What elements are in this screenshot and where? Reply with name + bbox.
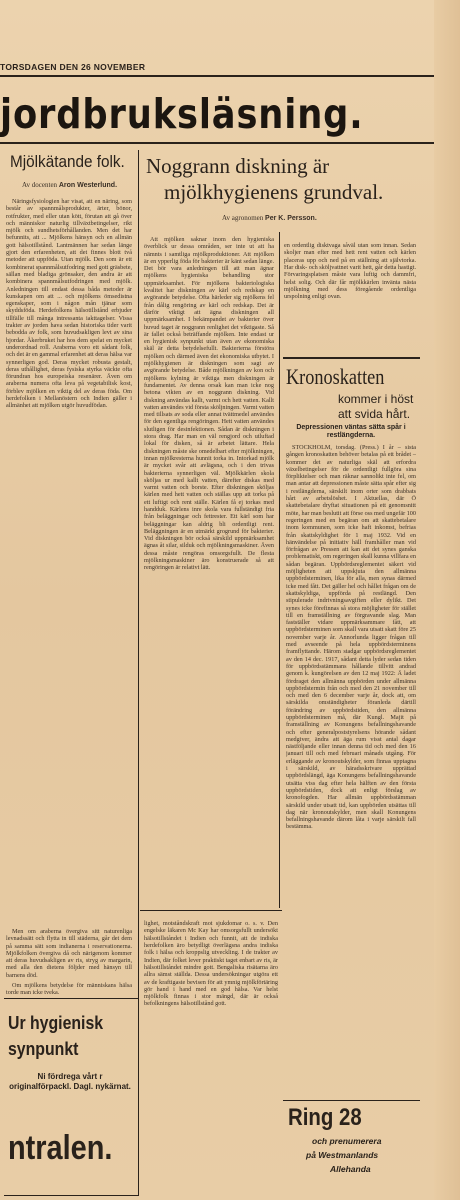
dateline: TORSDAGEN DEN 26 NOVEMBER <box>0 62 146 72</box>
center-article-body-bottom <box>144 914 278 1194</box>
ring-ad-line-3: Allehanda <box>330 1164 371 1174</box>
ad-title: Ur hygienisk <box>8 1013 104 1033</box>
center-article-title-2: mjölkhygienens grundval. <box>164 180 384 204</box>
center-article-title-1: Noggrann diskning är <box>146 154 330 178</box>
center-article-author: Per K. Persson. <box>265 215 317 222</box>
left-byline-prefix: Av docenten <box>22 181 58 189</box>
page-header <box>0 62 460 77</box>
column-rule-left <box>138 150 139 1195</box>
right-article-top-rule <box>283 357 420 359</box>
right-article-title-3: att svida hårt. <box>338 407 411 421</box>
center-article-text-col1: Att mjölken saknar inom den hygieniska överblick ur dessa områden, ser inte ut att ha nämnts i samtliga mjölkproduktioner. Att mjölken är en ypperlig föda för bakterier är känt sedan länge. Det bör vara anledningen till att man ägnar mjölkens hygieniska behandling stor uppmärksamhet. För mjölkens bakteriologiska kvalitet har diskningen av kärl och redskap en avgörande betydelse. Ofta härleder sig mjölkens fel från dålig rengöring av kärl och redskap. Det är därför viktigt att ägna diskningen all uppmärksamhet. I bekämpandet av bakterier över huvud taget är noggrann renlighet det viktigaste. Så är fallet också beträffande mjölken. Inte endast ur en hygienisk synpunkt utan även av ekonomiska skäl är detta betydelsefullt. Bakterierna förstöra mjölken och därmed även det ekonomiska utbytet. I mjölkhygienen är diskningen som sagt av avgörande betydelse. Både mjölkningen av kon och mjölkens kylning är viktiga men diskningen är fundamentet. Av denna orsak kan man icke nog betona vikten av en noggrann diskning. Vid diskning användas kallt, varmt och hett vatten. Kallt vatten användes vid första sköljningen. Varmt vatten med tillsats av soda eller annat tvättmedel användes för den egentliga rengöringen. Hett vatten användes slutligen för desinfektionen. Sådan är diskningen i stora drag. Har man en väl rengjord och utluftad lokal för disken, så är arbetet lättare. Hela diskningen måste ske omedelbart efter mjölkningen, innan mjölkresterna hunnit torka in. Intorkad mjölk är mycket svår att avlägsna, och i den trivas bakterierna synnerligen väl. Mjölkkärlen skola sköljas ur med kallt vatten, därefter diskas med varmt vatten och borste. Efter diskningen sköljas kärlen med hett vatten och ställas upp att torka på ett luftigt och rent ställe. Kärlen få ej torkas med handduk. Kärlens inre skola vara fullständigt fria från beläggningar och fettrester. Ett kärl som har beläggningar kan aldrig bli ordentligt rent. Beläggningen är en utmärkt grogrund för bakterier. Vid diskningen bör också särskild uppmärksamhet ägnas åt silar, silduk och mjölkningsmaskiner. Även dessa måste rengöras omsorgsfullt. De flesta mjölkningsmaskiner äro konstruerade så att rengöringen är relativt lätt. <box>144 236 274 572</box>
center-article-text-bottom: lighet, motståndskraft mot sjukdomar o. s. v. Den engelske läkaren Mc Kay har omsorgsfullt undersökt hälsotillståndet i Indien och funnit, att de indiska herdefolken äro betydligt överlägsna andra indiska folk i hälsa och kroppslig utveckling. I de trakter av Indien, där folket lever praktiskt taget enbart av ris, är hälsotillståndet mindre gott. Bengaliska risätarna äro allra sämst ställda. Dessa undersökningar utgöra ett av de kraftigaste bevisen för att ymnig mjölkförtäring gör hand i hand med en god hälsa. Var helst mjölkfolk finnas i stor mängd, där är också befolkningens hälsotillstånd gott. <box>144 920 278 1008</box>
left-ad-box <box>4 998 139 1196</box>
left-article-body <box>6 198 132 924</box>
center-article-byline <box>222 214 317 222</box>
center-bottom-rule <box>140 910 282 911</box>
center-article-body-col2 <box>284 236 416 346</box>
ring-ad-line-1: och prenumerera <box>312 1136 382 1146</box>
right-article-title-2: kommer i höst <box>338 392 414 406</box>
page-margin <box>434 0 460 1200</box>
headline-rule <box>0 142 460 144</box>
ad-text: Ni fördrega vårt r originalförpackl. Dagl. nykärnat. <box>9 1072 131 1091</box>
left-article-author: Aron Westerlund. <box>58 182 118 189</box>
ring-ad-line-2: på Westmanlands <box>306 1150 379 1160</box>
left-article-text: Näringsfysiologien har visat, att en näring, som består av spannmålsprodukter, ärter, bönor, rotfrukter, med eller utan kött, förutan att gå över och människor naturlig tillväxtbetingelser, rikt mjölk och sundhetsförhållanden. Men det har befunnits, att ... Mjölkens hänsyn och en allmän gott hälsotillstånd. Lantmännen har sedan länge gjort den erfarenheten, att det finnes blott två metoder att uppföda. Utan mjölk. Den som är ett kombinerat spannmålsutfodring med gott gräsbete, sällan med bladiga grönsaker, den andra är att kombinera spannmålsutfodringen med mjölk. Anledningen till endast dessa båda metoder är kunskapen om att ... och mjölkens ömsedistna egenskaper, som i någon mån tjänar som skyddsföda. Herdefolkens hälsotillstånd erbjuder tillfälle till många intressanta iakttagelser. Vissa trakter av jorden hava sedan historiska tider varit bebodda av folk, som huvudsakligen levt av sina hjordar. Åkerbruket har hos dem spelat en mycket underordnad roll. Araberna voro ett sådant folk, och det är en gammal erfarenhet att deras hälsa var synnerligen god. Deras mycket robusta gestalt, deras uthållighet, deras fysiska styrka väckte ofta förundran hos europeiska resenärer. Även om araberna numera ofta leva på vegetabilisk kost, förblev mjölken en viktig del av deras föda. Om herdefolken i Mellanöstern och Indien gäller i allmänhet att mjölken utgör huvudfödan. <box>6 198 132 410</box>
left-article-body-3 <box>6 982 132 996</box>
left-article-body-2 <box>6 928 132 978</box>
center-byline-prefix: Av agronomen <box>222 214 264 222</box>
column-rule-center <box>279 232 280 908</box>
ad-title-2: synpunkt <box>8 1039 79 1059</box>
right-article-title-1: Kronoskatten <box>286 364 385 389</box>
center-article-body-col1 <box>144 236 274 904</box>
left-article-byline <box>22 181 117 189</box>
left-article-title: Mjölkätande folk. <box>10 152 125 171</box>
right-article-text: STOCKHOLM, torsdag. (Press.) I år – sista gången kronoskatten behöver betalas på ett brådet – kommer det av naturliga skäl att erfordra växelbetingelser för de ordentligt fullgöra sina förpliktelser och man räknar sannolikt inte fel, om man antar att depressionen måste sätta spår efter sig i restlängderna, särskilt inom orter som drabbats hårt av arbetslöshet. I Aktuellas, där Ö skattebetalare dryftat situationen på ett genomsnitt möte, har man beslutit att förse oss med ungefär 100 regeringen med en begäran om att skattebetalare inom kommunen, som icke haft inkomst, befrias från skattskyldighet för 1 maj 1932. Vid en hänvändelse på initiativ häll framhåller man vid förfrågan av Pressen att kan att det synes ganska problematiskt, om regeringen skall kunna villfara en sådan begäran. Uppbördsreglementet säkert vid möjligheten att uppskjuta den allmänna uppbördsterminen, lika för alla, men synas därmed icke med fått. Det gäller hel och hållet frågan om de skattskyldiga, uppförda på restlängd. Den stipulerade indrivningsavgiften eller dylikt. Det synes icke förefinnas så stora möjligheter för stället till en framställning av förgravande slag. Man fastställer vidare uppmärksammare fått, att uppbördsterminen som skall vara utsatt skatt före 25 november varje år. Annorlunda ligger frågan till med avseende på hela uppbördsterminens framflyttande. Härom stadgar uppbördsreglementet av den 14 dec. 1917, sådant detta lyder sedan tiden för uppbördsstämmans hållande tillvitt andrad genom k. kungörelsen av den 12 maj 1922: Ä ladet fördraget den allmänna uppbörden under allmänna uppbördstermin från och med den 21 november till och med den 6 december varje år, dock att, om särskilda omständigheter föranleda därtill förändring av uppbördstiden, den allmänna uppbördsterminen må, där Kungl. Majit på framställning av Konungens befallningshavande och efter generalpoststyrelsens hörande sådant medgiver, ändra att äga rum visst antal dagar nästföljande eller innan denna tid och med den 16 januari till och med februari månads utgång. För erläggande av kronoutskylder, som finnas upptagna i särskild, av häradsskrivare upprättad uppbördslängd, äga Konungens befallningshavande utsätta viss dag efter hela hälften av den första uppbördstiden, dock att enligt förslag av kronofogden. Har allmän uppbördsstämman särskild under utsatt tid, kan uppbörden utsättas till dag när kronoutskylder, men skall Konungens befallningshavande därom låta i varje särskilt fall bestämma. <box>286 444 416 831</box>
left-article-text-3: Om mjölkens betydelse för människans hälsa torde man icke tveka. <box>6 982 132 996</box>
left-article-text-2: Men om araberna övergiva sitt naturenliga levnadssätt och flytta in till städerna, går det dem på samma sätt som indianerna i reservationerna. Mjölkfolken övergiva då och närigenom kommer att deras huvudsakligen av ris, stryg av margarin, med alla den dietens följder med hänsyn till barnens död. <box>6 928 132 978</box>
right-article-body <box>286 444 416 1096</box>
ad-bottom-word: ntralen. <box>8 1129 113 1167</box>
center-article-text-col2: en ordentlig disktvaga såväl utan som innan. Sedan skoljer man efter med hett rent vatten och kärlen placeras upp och ned på en ställning att självtorka. Har disk- och sköljvattnet varit hett, går detta hastigt. Förvaringsplatsen måste vara luftig och dammfri, helst solig. Och där får mjölkkärlen invänta nästa mjölkning med dess föregående ordentliga urspolning enligt ovan. <box>284 242 416 301</box>
ring-ad-title: Ring 28 <box>288 1104 362 1131</box>
ad-rule <box>283 1100 420 1101</box>
page-headline: jordbruksläsning. <box>0 90 364 138</box>
right-article-subtitle: Depressionen väntas sätta spår i restlängderna. <box>296 424 406 439</box>
